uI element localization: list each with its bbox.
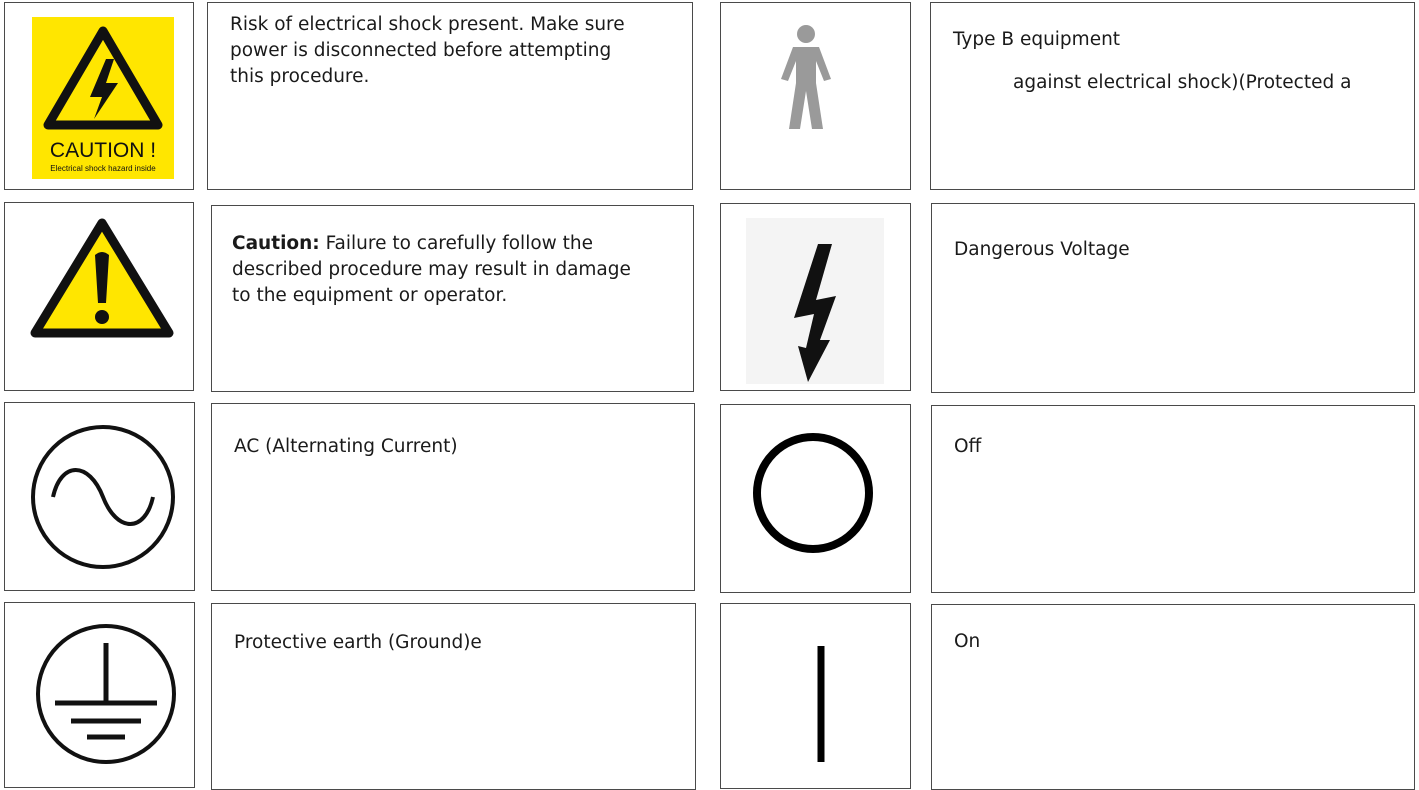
description-cell-off [931,405,1415,593]
description-cell-type-b [930,2,1415,190]
ac-sine-wave-icon [27,421,179,573]
ac-description-text: AC (Alternating Current) [234,436,458,457]
symbol-cell-off [720,404,911,593]
symbol-cell-protective-earth [4,602,195,788]
caution-bold-label: Caution: [232,233,320,254]
type-b-person-icon [771,25,841,135]
description-cell-on [931,604,1415,790]
symbol-cell-caution [4,202,194,391]
type-b-title: Type B equipment [953,29,1121,50]
caution-description [232,231,637,309]
symbol-cell-electrical-shock [4,2,194,190]
symbol-cell-dangerous-voltage [720,203,911,391]
electrical-shock-caution-sign-icon [32,17,174,179]
description-text: Risk of electrical shock present. Make sure power is disconnected before attempting this procedure. [230,14,625,87]
off-circle-icon [751,431,875,555]
protective-earth-icon [33,621,179,767]
on-line-icon [811,644,831,768]
symbol-cell-ac [4,402,195,591]
caution-sign-label: CAUTION ! [49,139,157,162]
caution-sign-sublabel: Electrical shock hazard inside [50,164,156,173]
symbol-cell-type-b [720,2,911,190]
on-text: On [954,631,981,652]
description-cell-caution [211,205,694,392]
dangerous-voltage-text: Dangerous Voltage [954,239,1130,260]
lightning-bolt-icon [746,218,884,384]
description-cell-protective-earth [211,603,696,790]
description-cell-electrical-shock [207,2,693,190]
symbol-cell-on [720,603,911,789]
protective-earth-text: Protective earth (Ground)e [234,632,482,653]
caution-triangle-icon [29,217,175,339]
description-cell-ac [211,403,695,591]
description-cell-dangerous-voltage [931,203,1415,393]
off-text: Off [954,436,982,457]
type-b-description: against electrical shock)(Protected a [1013,72,1352,93]
caution-description-text: Failure to carefully follow the described procedure may result in damage to the equipment or operator. [232,233,631,306]
